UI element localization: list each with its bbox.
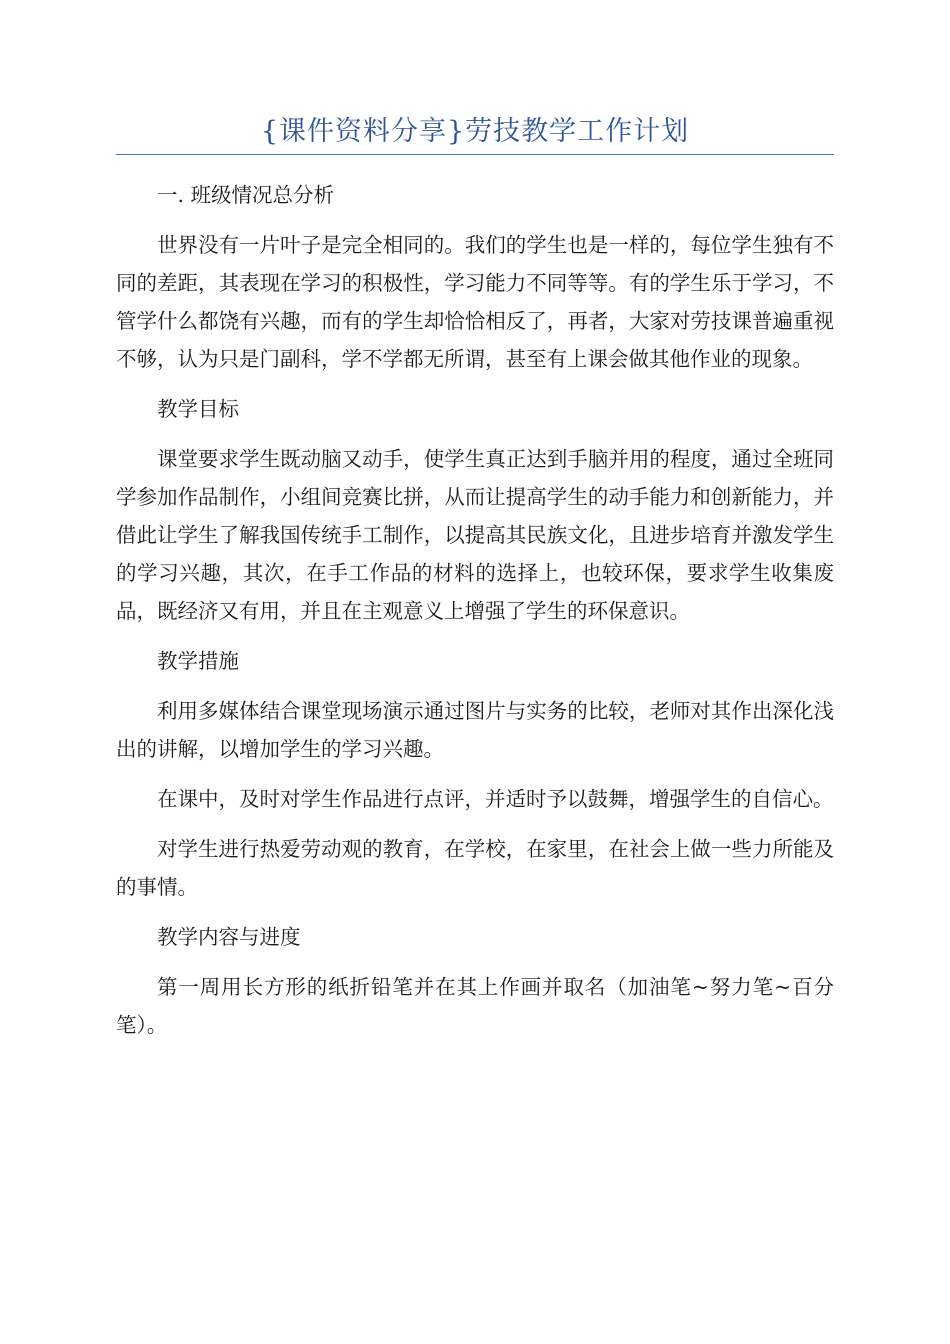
paragraph-week-one: 第一周用长方形的纸折铅笔并在其上作画并取名（加油笔~努力笔~百分笔）。 <box>116 975 834 1037</box>
paragraph-measures-labor-education: 对学生进行热爱劳动观的教育，在学校，在家里，在社会上做一些力所能及的事情。 <box>116 837 834 899</box>
paragraph-measures-feedback: 在课中，及时对学生作品进行点评，并适时予以鼓舞，增强学生的自信心。 <box>157 787 834 811</box>
paragraph-teaching-goals: 课堂要求学生既动脑又动手，使学生真正达到手脑并用的程度，通过全班同学参加作品制作，小组间竞赛比拼，从而让提高学生的动手能力和创新能力，并借此让学生了解我国传统手工制作，以提高其民族文化，且进步培育并激发学生的学习兴趣，其次，在手工作品的材料的选择上，也较环保，要求学生收集废品，既经济又有用，并且在主观意义上增强了学生的环保意识。 <box>116 447 834 623</box>
title-underline <box>116 154 834 155</box>
document-body <box>116 176 834 1056</box>
section-heading-teaching-measures: 教学措施 <box>157 649 239 673</box>
section-heading-class-analysis: 一. 班级情况总分析 <box>157 183 335 207</box>
document-title: {课件资料分享}劳技教学工作计划 <box>260 116 690 147</box>
section-heading-teaching-goals: 教学目标 <box>157 397 239 421</box>
paragraph-measures-multimedia: 利用多媒体结合课堂现场演示通过图片与实务的比较，老师对其作出深化浅出的讲解，以增加学生的学习兴趣。 <box>116 699 834 761</box>
section-heading-content-progress: 教学内容与进度 <box>157 925 301 949</box>
paragraph-class-analysis: 世界没有一片叶子是完全相同的。我们的学生也是一样的，每位学生独有不同的差距，其表现在学习的积极性，学习能力不同等等。有的学生乐于学习，不管学什么都饶有兴趣，而有的学生却恰恰相反了，再者，大家对劳技课普遍重视不够，认为只是门副科，学不学都无所谓，甚至有上课会做其他作业的现象。 <box>116 233 834 371</box>
